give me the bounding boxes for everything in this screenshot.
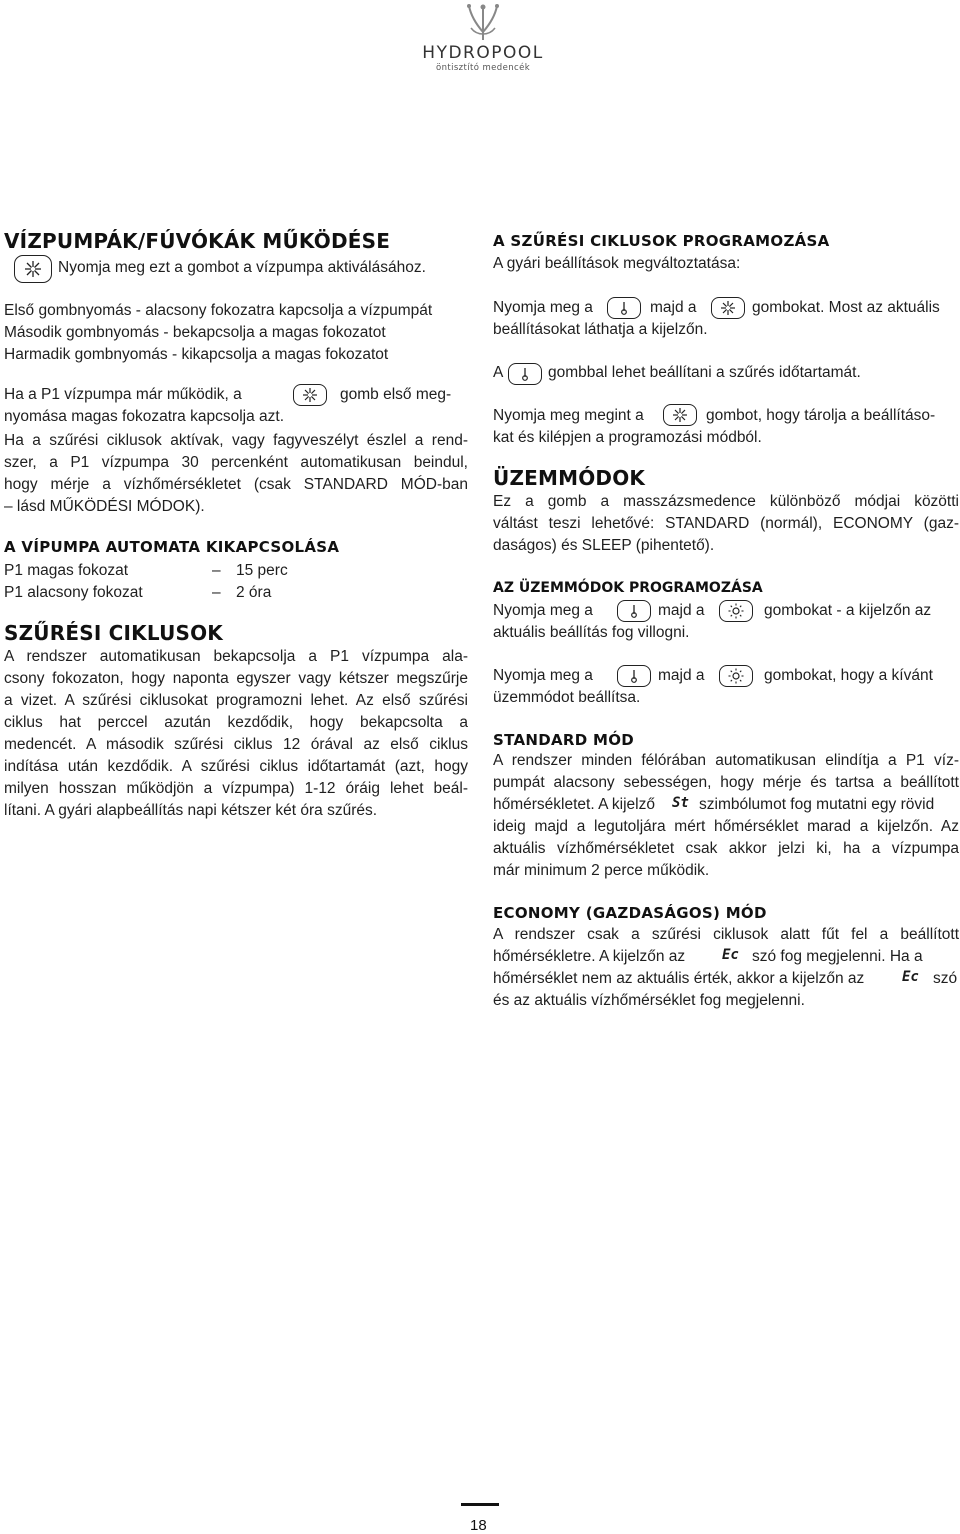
brand-mark-icon bbox=[461, 2, 505, 42]
heading-auto-off: A VÍPUMPA AUTOMATA KIKAPCSOLÁSA bbox=[4, 538, 340, 556]
prog1-a: Nyomja meg a bbox=[493, 299, 593, 316]
filter-line: a vizet. A szűrési ciklusokat programozni lehet. Az első szűrési bbox=[4, 692, 468, 709]
mp2-c: gombokat, hogy a kívánt bbox=[764, 667, 933, 684]
press-3: Harmadik gombnyomás - kikapcsolja a magas fokozatot bbox=[4, 346, 389, 363]
page-number-rule bbox=[461, 1503, 499, 1506]
std-line: ideig majd a legutoljára mért hőmérséklet marad a kijelzőn. Az bbox=[493, 818, 959, 835]
std-line: A rendszer minden félórában automatikusan elindítja a P1 víz- bbox=[493, 752, 959, 769]
prog3-c: kat és kilépjen a programozási módból. bbox=[493, 429, 762, 446]
prog1-c: gombokat. Most az aktuális bbox=[752, 299, 940, 316]
prog1-b: majd a bbox=[650, 299, 697, 316]
p1-text-c: nyomása magas fokozatra kapcsolja azt. bbox=[4, 408, 284, 425]
page-number: 18 bbox=[470, 1517, 487, 1534]
eco-line-b: szó fog megjelenni. Ha a bbox=[752, 948, 923, 965]
filter-line: medencét. A második szűrési ciklus 12 órával az első ciklus bbox=[4, 736, 468, 753]
pump-button-icon bbox=[663, 404, 697, 426]
heading-modes-prog: AZ ÜZEMMÓDOK PROGRAMOZÁSA bbox=[493, 580, 763, 596]
prog2-b: gombbal lehet beállítani a szűrés időtartamát. bbox=[548, 364, 861, 381]
mode-button-icon bbox=[719, 600, 753, 622]
std-line-a: hőmérsékletet. A kijelző bbox=[493, 796, 655, 813]
filter-line: lítani. A gyári alapbeállítás napi kétszer két óra szűrés. bbox=[4, 802, 378, 819]
eco-line-d: szó bbox=[933, 970, 958, 987]
prog-subtitle: A gyári beállítások megváltoztatása: bbox=[493, 255, 741, 272]
eco-line-c: hőmérséklet nem az aktuális érték, akkor a kijelzőn az bbox=[493, 970, 865, 987]
filter-line: milyen hosszan működjön a vízpumpa) 1-12 óráig lehet beál- bbox=[4, 780, 468, 797]
heading-standard: STANDARD MÓD bbox=[493, 731, 635, 749]
std-line: pumpát alacsony sebességen, hogy mérje és tartsa a beállított bbox=[493, 774, 959, 791]
cycle-line: – lásd MŰKÖDÉSI MÓDOK). bbox=[4, 498, 205, 515]
brand-logo bbox=[418, 2, 548, 82]
std-line: aktuális vízhőmérsékletet csak akkor jelzi ki, ha a vízpumpa bbox=[493, 840, 959, 857]
heading-economy: ECONOMY (GAZDASÁGOS) MÓD bbox=[493, 904, 767, 922]
pump-button-icon bbox=[711, 297, 745, 319]
cycle-line: Ha a szűrési ciklusok aktívak, vagy fagyveszélyt észlel a rend- bbox=[4, 432, 468, 449]
eco-line-a: hőmérsékletre. A kijelzőn az bbox=[493, 948, 686, 965]
temp-button-icon bbox=[617, 600, 651, 622]
mp1-a: Nyomja meg a bbox=[493, 602, 593, 619]
modes-line: váltást teszi lehetővé: STANDARD (normál), ECONOMY (gaz- bbox=[493, 515, 959, 532]
prog1-d: beállításokat láthatja a kijelzőn. bbox=[493, 321, 708, 338]
mp1-d: aktuális beállítás fog villogni. bbox=[493, 624, 690, 641]
cycle-line: hogy mérje a vízhőmérsékletet (csak STANDARD MÓD-ban bbox=[4, 476, 468, 493]
mp1-b: majd a bbox=[658, 602, 705, 619]
heading-modes: ÜZEMMÓDOK bbox=[493, 466, 646, 490]
filter-line: A rendszer automatikusan bekapcsolja a P1 vízpumpa ala- bbox=[4, 648, 468, 665]
mp2-d: üzemmódot beállítsa. bbox=[493, 689, 641, 706]
pump-icon-inline bbox=[293, 384, 327, 406]
lcd-ec-symbol: Ec bbox=[722, 947, 739, 963]
filter-line: indítása után kezdődik. A szűrési ciklus időtartamát (azt, hogy bbox=[4, 758, 468, 775]
heading-prog: A SZŰRÉSI CIKLUSOK PROGRAMOZÁSA bbox=[493, 232, 830, 250]
prog3-b: gombot, hogy tárolja a beállításo- bbox=[706, 407, 936, 424]
brand-name: HYDROPOOL bbox=[422, 43, 544, 63]
auto-row-value: 15 perc bbox=[236, 562, 288, 579]
auto-row-dash: – bbox=[212, 562, 221, 579]
eco-line: és az aktuális vízhőmérséklet fog megjelenni. bbox=[493, 992, 805, 1009]
std-line: már minimum 2 perce működik. bbox=[493, 862, 710, 879]
press-1: Első gombnyomás - alacsony fokozatra kapcsolja a vízpumpát bbox=[4, 302, 433, 319]
filter-line: csony fokozaton, hogy naponta egyszer vagy kétszer megszűrje bbox=[4, 670, 468, 687]
cycle-line: szer, a P1 vízpumpa 30 percenként automatikusan beindul, bbox=[4, 454, 468, 471]
lcd-st-symbol: St bbox=[672, 795, 689, 811]
p1-text-b: gomb első meg- bbox=[340, 386, 452, 403]
auto-row-value: 2 óra bbox=[236, 584, 272, 601]
p1-text-a: Ha a P1 vízpumpa már működik, a bbox=[4, 386, 242, 403]
brand-tagline: öntisztító medencék bbox=[435, 63, 531, 73]
temp-button-icon bbox=[617, 665, 651, 687]
eco-line: A rendszer csak a szűrési ciklusok alatt fűt fel a beállított bbox=[493, 926, 959, 943]
filter-line: ciklus hat perccel azután kezdődik, hogy bekapcsolta a bbox=[4, 714, 468, 731]
mp2-a: Nyomja meg a bbox=[493, 667, 593, 684]
auto-row-dash: – bbox=[212, 584, 221, 601]
modes-line: Ez a gomb a masszázsmedence különböző módjai közötti bbox=[493, 493, 959, 510]
temp-button-icon bbox=[508, 363, 542, 385]
heading-filter: SZŰRÉSI CIKLUSOK bbox=[4, 621, 224, 645]
mp1-c: gombokat - a kijelzőn az bbox=[764, 602, 932, 619]
prog3-a: Nyomja meg megint a bbox=[493, 407, 644, 424]
press-instruction: Nyomja meg ezt a gombot a vízpumpa aktiválásához. bbox=[58, 259, 426, 276]
lcd-ec-symbol: Ec bbox=[902, 969, 919, 985]
prog2-a: A bbox=[493, 364, 504, 381]
temp-button-icon bbox=[607, 297, 641, 319]
modes-line: daságos) és SLEEP (pihentető). bbox=[493, 537, 715, 554]
mode-button-icon bbox=[719, 665, 753, 687]
std-line-b: szimbólumot fog mutatni egy rövid bbox=[699, 796, 935, 813]
press-2: Második gombnyomás - bekapcsolja a magas fokozatot bbox=[4, 324, 386, 341]
auto-row-label: P1 magas fokozat bbox=[4, 562, 129, 579]
mp2-b: majd a bbox=[658, 667, 705, 684]
pump-button-icon bbox=[14, 255, 52, 283]
auto-row-label: P1 alacsony fokozat bbox=[4, 584, 143, 601]
heading-pumps: VÍZPUMPÁK/FÚVÓKÁK MŰKÖDÉSE bbox=[4, 229, 391, 253]
